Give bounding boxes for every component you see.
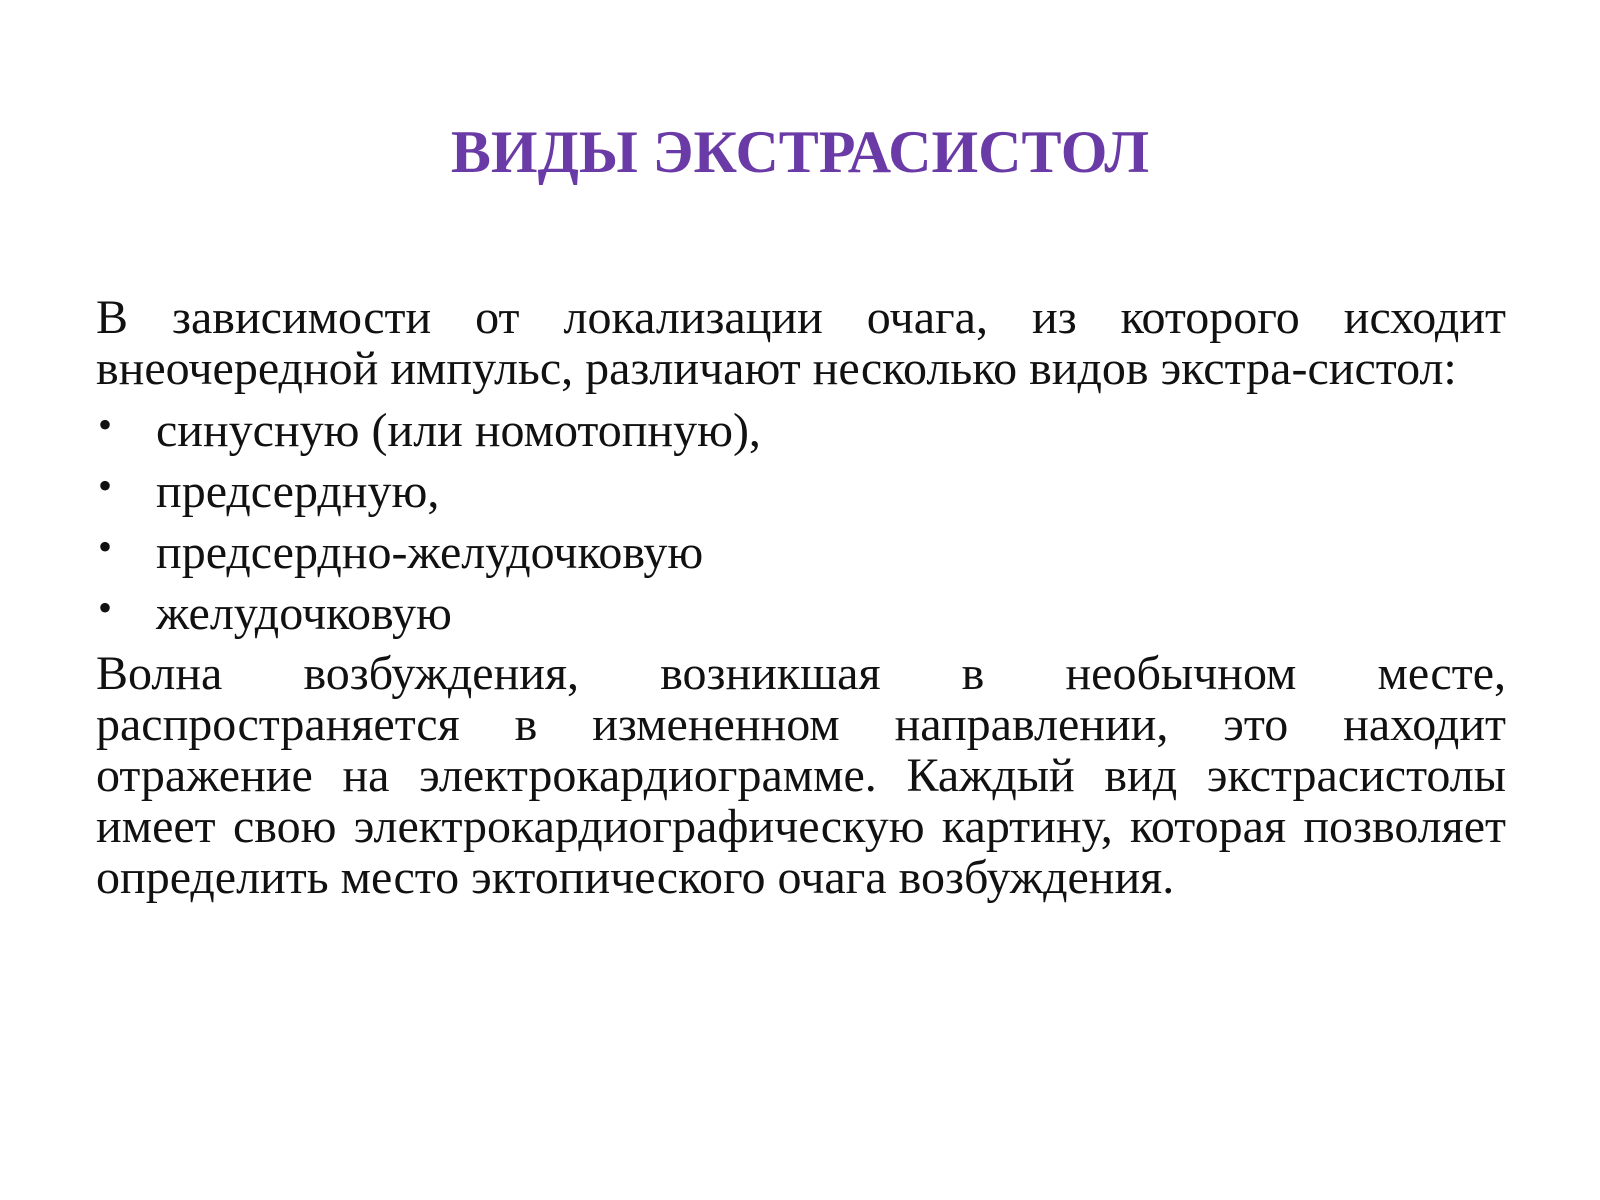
slide-body [96, 292, 1506, 903]
list-item [96, 461, 1506, 522]
bullet-icon: • [98, 402, 113, 447]
intro-paragraph: В зависимости от локализации очага, из которого исходит внеочередной импульс, различают несколько видов экстра-систол: [96, 291, 1506, 395]
bullet-icon: • [98, 524, 113, 569]
list-item-text: предсердную, [156, 465, 440, 518]
list-item [96, 400, 1506, 461]
extrasystole-types-list [96, 400, 1506, 644]
list-item-text: желудочковую [156, 587, 452, 640]
conclusion-paragraph: Волна возбуждения, возникшая в необычном месте, распространяется в измененном направлении, это находит отражение на электрокардиограмме. Каждый вид экстрасистолы имеет свою электрокардиографическую картину, которая позволяет определить место эктопического очага возбуждения. [96, 647, 1506, 904]
bullet-icon: • [98, 463, 113, 508]
list-item-text: предсердно-желудочковую [156, 526, 704, 579]
slide-title: ВИДЫ ЭКСТРАСИСТОЛ [450, 119, 1150, 185]
list-item [96, 583, 1506, 644]
list-item-text: синусную (или номотопную), [156, 404, 761, 457]
bullet-icon: • [98, 585, 113, 630]
list-item [96, 522, 1506, 583]
